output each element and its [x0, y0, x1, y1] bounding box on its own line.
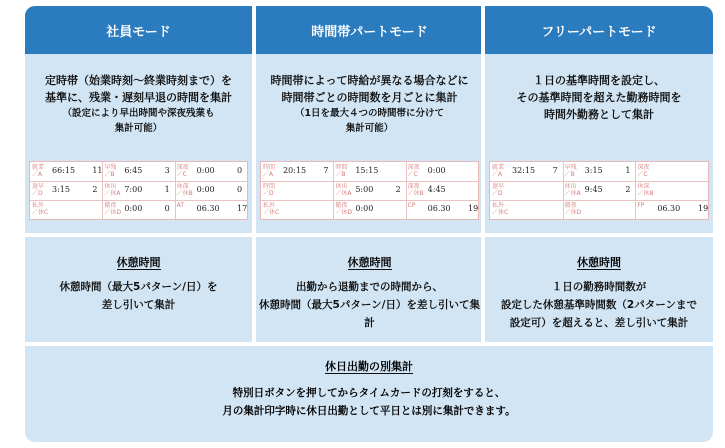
desc-line: 時間帯によって時給が異なる場合などに	[270, 74, 469, 87]
card-sublabel: ／休C	[32, 209, 49, 216]
card-count: 2	[92, 185, 98, 194]
card-value: 15:15	[355, 166, 379, 175]
card-sublabel: ／休A	[564, 190, 581, 197]
card-value: 0:00	[124, 204, 143, 213]
card-label: 遅早	[492, 183, 505, 190]
card-count: 1	[625, 166, 631, 175]
card-grid-line	[261, 200, 478, 201]
desc-line: 時間外勤務として集計	[544, 108, 654, 121]
card-value: 5:00	[355, 185, 374, 194]
card-grid-line	[30, 200, 247, 201]
card-value: 0:00	[355, 204, 374, 213]
mode-comparison-panel	[25, 6, 713, 442]
card-grid-line	[175, 162, 176, 219]
timecard-sample	[489, 161, 709, 220]
rest-line: 設定可）を超えると、差し引いて集計	[509, 317, 689, 329]
card-grid-line	[490, 200, 708, 201]
card-sublabel: ／A	[492, 171, 503, 178]
rest-line: １日の勤務時間数が	[551, 281, 647, 293]
column-free-part-mode	[485, 6, 713, 216]
card-value: 20:15	[283, 166, 307, 175]
card-label: 時間	[335, 164, 348, 171]
card-count: 2	[625, 185, 631, 194]
card-sublabel: ／D	[32, 190, 43, 197]
column-divider	[481, 6, 485, 346]
card-sublabel: ／休D	[104, 209, 121, 216]
card-grid-line	[261, 181, 478, 182]
card-count: 11	[92, 166, 103, 175]
card-label: 休出	[564, 183, 577, 190]
timecard-sample	[29, 161, 248, 220]
card-count: 0	[237, 185, 243, 194]
card-label: 私外	[263, 202, 276, 209]
card-sublabel: ／休C	[263, 209, 280, 216]
column-description	[485, 58, 713, 233]
card-count: 0	[164, 204, 170, 213]
card-value: 06.30	[427, 204, 451, 213]
card-value: 3:15	[52, 185, 70, 194]
card-sublabel: ／C	[407, 171, 418, 178]
card-label: 深夜	[407, 183, 420, 190]
card-sublabel: ／A	[263, 171, 274, 178]
rest-row	[25, 237, 713, 342]
desc-small-line: （設定により早出時間や深夜残業も	[62, 108, 215, 119]
column-header: フリーパートモード	[485, 6, 713, 54]
card-sublabel: ／B	[335, 171, 346, 178]
rest-title: 休憩時間	[116, 256, 161, 269]
column-description	[25, 58, 252, 233]
card-value: 06.30	[196, 204, 220, 213]
column-divider	[252, 6, 256, 346]
rest-title: 休憩時間	[347, 256, 392, 269]
desc-line: １日の基準時間を設定し、	[533, 74, 665, 87]
card-label: 徹夜	[564, 202, 577, 209]
card-count: 3	[164, 166, 170, 175]
card-value: 0:00	[196, 185, 215, 194]
card-label: 早残	[104, 164, 117, 171]
card-count: 7	[552, 166, 558, 175]
card-value: 6:45	[124, 166, 143, 175]
card-sublabel: ／A	[32, 171, 43, 178]
card-value: 0:00	[196, 166, 215, 175]
card-value: 32:15	[512, 166, 536, 175]
card-label: 休深	[176, 183, 189, 190]
card-label: 時間	[263, 164, 276, 171]
holiday-work-section	[25, 346, 713, 442]
card-label: 徹夜	[335, 202, 348, 209]
desc-line: 基準に、残業・遅刻早退の時間を集計	[45, 91, 232, 104]
timecard-sample	[260, 161, 479, 220]
card-label: 私外	[32, 202, 45, 209]
card-label: 時間	[263, 183, 276, 190]
card-grid-line	[563, 162, 564, 219]
card-grid-line	[635, 162, 636, 219]
card-count: 19	[468, 204, 479, 213]
desc-small-line: 集計可能）	[114, 123, 163, 134]
card-value: 06.30	[657, 204, 681, 213]
card-sublabel: ／休A	[335, 190, 352, 197]
card-label: FP	[637, 202, 645, 209]
card-value: 9:45	[584, 185, 603, 194]
card-label: 休出	[104, 183, 117, 190]
card-count: 7	[323, 166, 329, 175]
desc-small-line: （1日を最大４つの時間帯に分けて	[294, 108, 445, 119]
card-value: 4:45	[427, 185, 446, 194]
card-count: 2	[395, 185, 401, 194]
desc-line: その基準時間を超えた勤務時間を	[516, 91, 682, 104]
card-label: 深夜	[176, 164, 189, 171]
card-label: 就業	[492, 164, 505, 171]
holiday-line: 特別日ボタンを押してからタイムカードの打刻をすると、	[232, 387, 506, 399]
card-label: 深夜	[407, 164, 420, 171]
card-label: 私外	[492, 202, 505, 209]
column-header: 社員モード	[25, 6, 252, 54]
card-grid-line	[406, 162, 407, 219]
card-sublabel: ／C	[637, 171, 648, 178]
rest-line: 出勤から退勤までの時間から、	[296, 281, 443, 293]
column-timeslot-part-mode	[256, 6, 483, 216]
card-sublabel: ／C	[176, 171, 187, 178]
card-sublabel: ／休C	[492, 209, 509, 216]
card-label: AT	[176, 202, 184, 209]
column-header: 時間帯パートモード	[256, 6, 483, 54]
card-label: CP	[407, 202, 416, 209]
card-count: 19	[698, 204, 709, 213]
card-count: 17	[237, 204, 248, 213]
rest-title: 休憩時間	[577, 256, 621, 269]
card-value: 7:00	[124, 185, 143, 194]
rest-line: 設定した休憩基準時間数（2パターンまで	[500, 299, 698, 311]
card-value: 0:00	[427, 166, 446, 175]
card-sublabel: ／休B	[637, 190, 654, 197]
card-label: 深夜	[637, 164, 650, 171]
column-description	[256, 58, 483, 233]
card-sublabel: ／休B	[407, 190, 424, 197]
card-sublabel: ／D	[492, 190, 503, 197]
card-grid-line	[490, 181, 708, 182]
card-value: 3:15	[584, 166, 603, 175]
card-label: 早残	[564, 164, 577, 171]
card-sublabel: ／休D	[564, 209, 582, 216]
card-label: 徹夜	[104, 202, 117, 209]
desc-line: 定時帯（始業時刻～終業時刻まで）を	[45, 74, 232, 87]
card-label: 休出	[335, 183, 348, 190]
card-sublabel: ／休B	[176, 190, 193, 197]
holiday-line: 月の集計印字時に休日出勤として平日とは別に集計できます。	[222, 405, 516, 417]
desc-small-line: 集計可能）	[345, 123, 394, 134]
card-label: 就業	[32, 164, 45, 171]
holiday-title: 休日出勤の別集計	[325, 360, 413, 373]
rest-line: 差し引いて集計	[101, 299, 176, 311]
card-grid-line	[30, 181, 247, 182]
card-count: 0	[237, 166, 243, 175]
card-sublabel: ／B	[564, 171, 575, 178]
column-employee-mode	[25, 6, 252, 216]
card-sublabel: ／休A	[104, 190, 121, 197]
card-value: 66:15	[52, 166, 76, 175]
card-sublabel: ／休D	[335, 209, 352, 216]
desc-line: 時間帯ごとの時間数を月ごとに集計	[281, 91, 458, 104]
card-grid-line	[333, 162, 334, 219]
card-label: 休深	[637, 183, 650, 190]
rest-line: 休憩時間（最大5パターン/日）を差し引いて集計	[259, 299, 480, 329]
card-sublabel: ／D	[263, 190, 274, 197]
card-count: 1	[164, 185, 170, 194]
rest-line: 休憩時間（最大5パターン/日）を	[59, 281, 218, 293]
card-label: 遅早	[32, 183, 45, 190]
card-sublabel: ／B	[104, 171, 115, 178]
